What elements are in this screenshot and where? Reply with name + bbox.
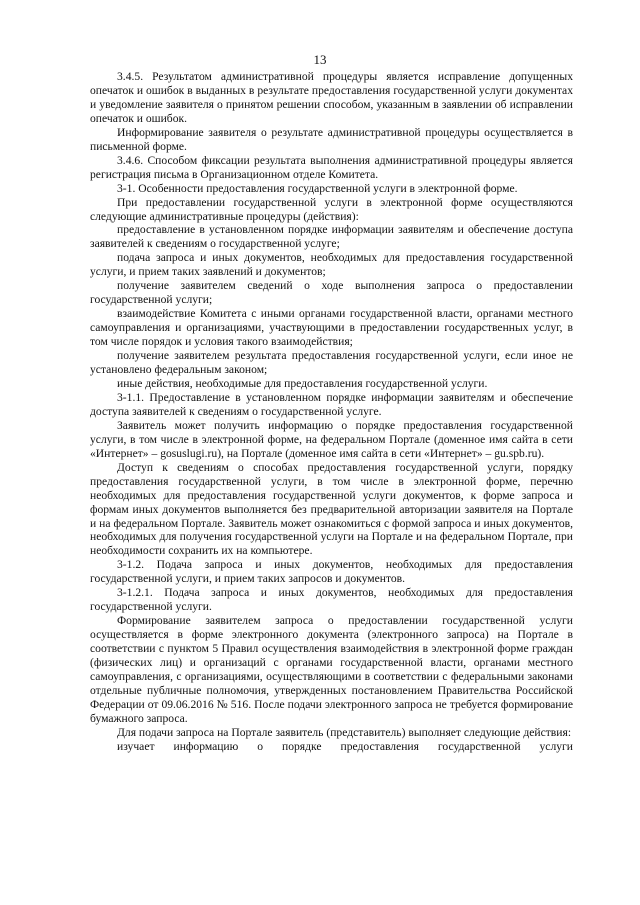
list-item: иные действия, необходимые для предоставления государственной услуги.: [117, 376, 488, 390]
paragraph: Формирование заявителем запроса о предоставлении государственной услуги осуществляется в форме электронного документа (электронного запроса) на Портале в соответствии с пунктом 5 Правил осуществления взаимодействия в электронной форме граждан (физических лиц) и организаций с органами государственной власти, органами местного самоуправления, с организациями, осуществляющими в соответствии с федеральными законами отдельные публичные полномочия, утвержденных постановлением Правительства Российской Федерации от 09.06.2016 № 516. После подачи электронного запроса не требуется формирование бумажного запроса.: [90, 614, 573, 725]
page-number: 13: [313, 52, 327, 67]
paragraph: 3-1.2.1. Подача запроса и иных документов, необходимых для предоставления государственной услуги.: [90, 586, 573, 614]
paragraph: Для подачи запроса на Портале заявитель (представитель) выполняет следующие действия:: [117, 725, 572, 739]
list-item: изучает информацию о порядке предоставления государственной услуги: [117, 739, 573, 753]
paragraph: Заявитель может получить информацию о порядке предоставления государственной услуги, в том числе в электронной форме, на федеральном Портале (доменное имя сайта в сети «Интернет» – gosuslugi.ru), на Портале (доменное имя сайта в сети «Интернет» – gu.spb.ru).: [90, 418, 573, 460]
list-item: получение заявителем сведений о ходе выполнения запроса о предоставлении государственной услуги;: [90, 279, 573, 307]
paragraph: Доступ к сведениям о способах предоставления государственной услуги, порядку предоставления государственной услуги, в том числе в электронной форме, перечню необходимых для предоставления государственной услуги документов, к форме запроса и формам иных документов выполняется без предварительной авторизации заявителя на Портале и на федеральном Портале. Заявитель может ознакомиться с формой запроса и иных документов, необходимых для получения государственной услуги на Портале и на федеральном Портале, при необходимости сохранить их на компьютере.: [90, 460, 573, 558]
section-heading: 3-1. Особенности предоставления государственной услуги в электронной форме.: [117, 181, 518, 195]
paragraph: При предоставлении государственной услуги в электронной форме осуществляются следующие административные процедуры (действия):: [90, 195, 573, 223]
paragraph: Информирование заявителя о результате административной процедуры осуществляется в письменной форме.: [90, 125, 573, 153]
list-item: взаимодействие Комитета с иными органами государственной власти, органами местного самоуправления и организациями, участвующими в предоставлении государственных услуг, в том числе порядок и условия такого взаимодействия;: [90, 307, 573, 349]
paragraph: 3.4.5. Результатом административной процедуры является исправление допущенных опечаток и ошибок в выданных в результате предоставления государственной услуги документах и уведомление заявителя о принятом решении способом, указанным в заявлении об исправлении опечаток и ошибок.: [90, 70, 573, 125]
list-item: предоставление в установленном порядке информации заявителям и обеспечение доступа заявителей к сведениям о государственной услуге;: [90, 223, 573, 251]
list-item: получение заявителем результата предоставления государственной услуги, если иное не установлено федеральным законом;: [90, 349, 573, 377]
list-item: подача запроса и иных документов, необходимых для предоставления государственной услуги, и прием таких заявлений и документов;: [90, 251, 573, 279]
paragraph: 3-1.1. Предоставление в установленном порядке информации заявителям и обеспечение доступа заявителей к сведениям о государственной услуге.: [90, 390, 573, 418]
document-body: [90, 70, 573, 754]
paragraph: 3.4.6. Способом фиксации результата выполнения административной процедуры является регистрация письма в Организационном отделе Комитета.: [90, 153, 573, 181]
paragraph: 3-1.2. Подача запроса и иных документов, необходимых для предоставления государственной услуги, и прием таких запросов и документов.: [90, 558, 573, 586]
